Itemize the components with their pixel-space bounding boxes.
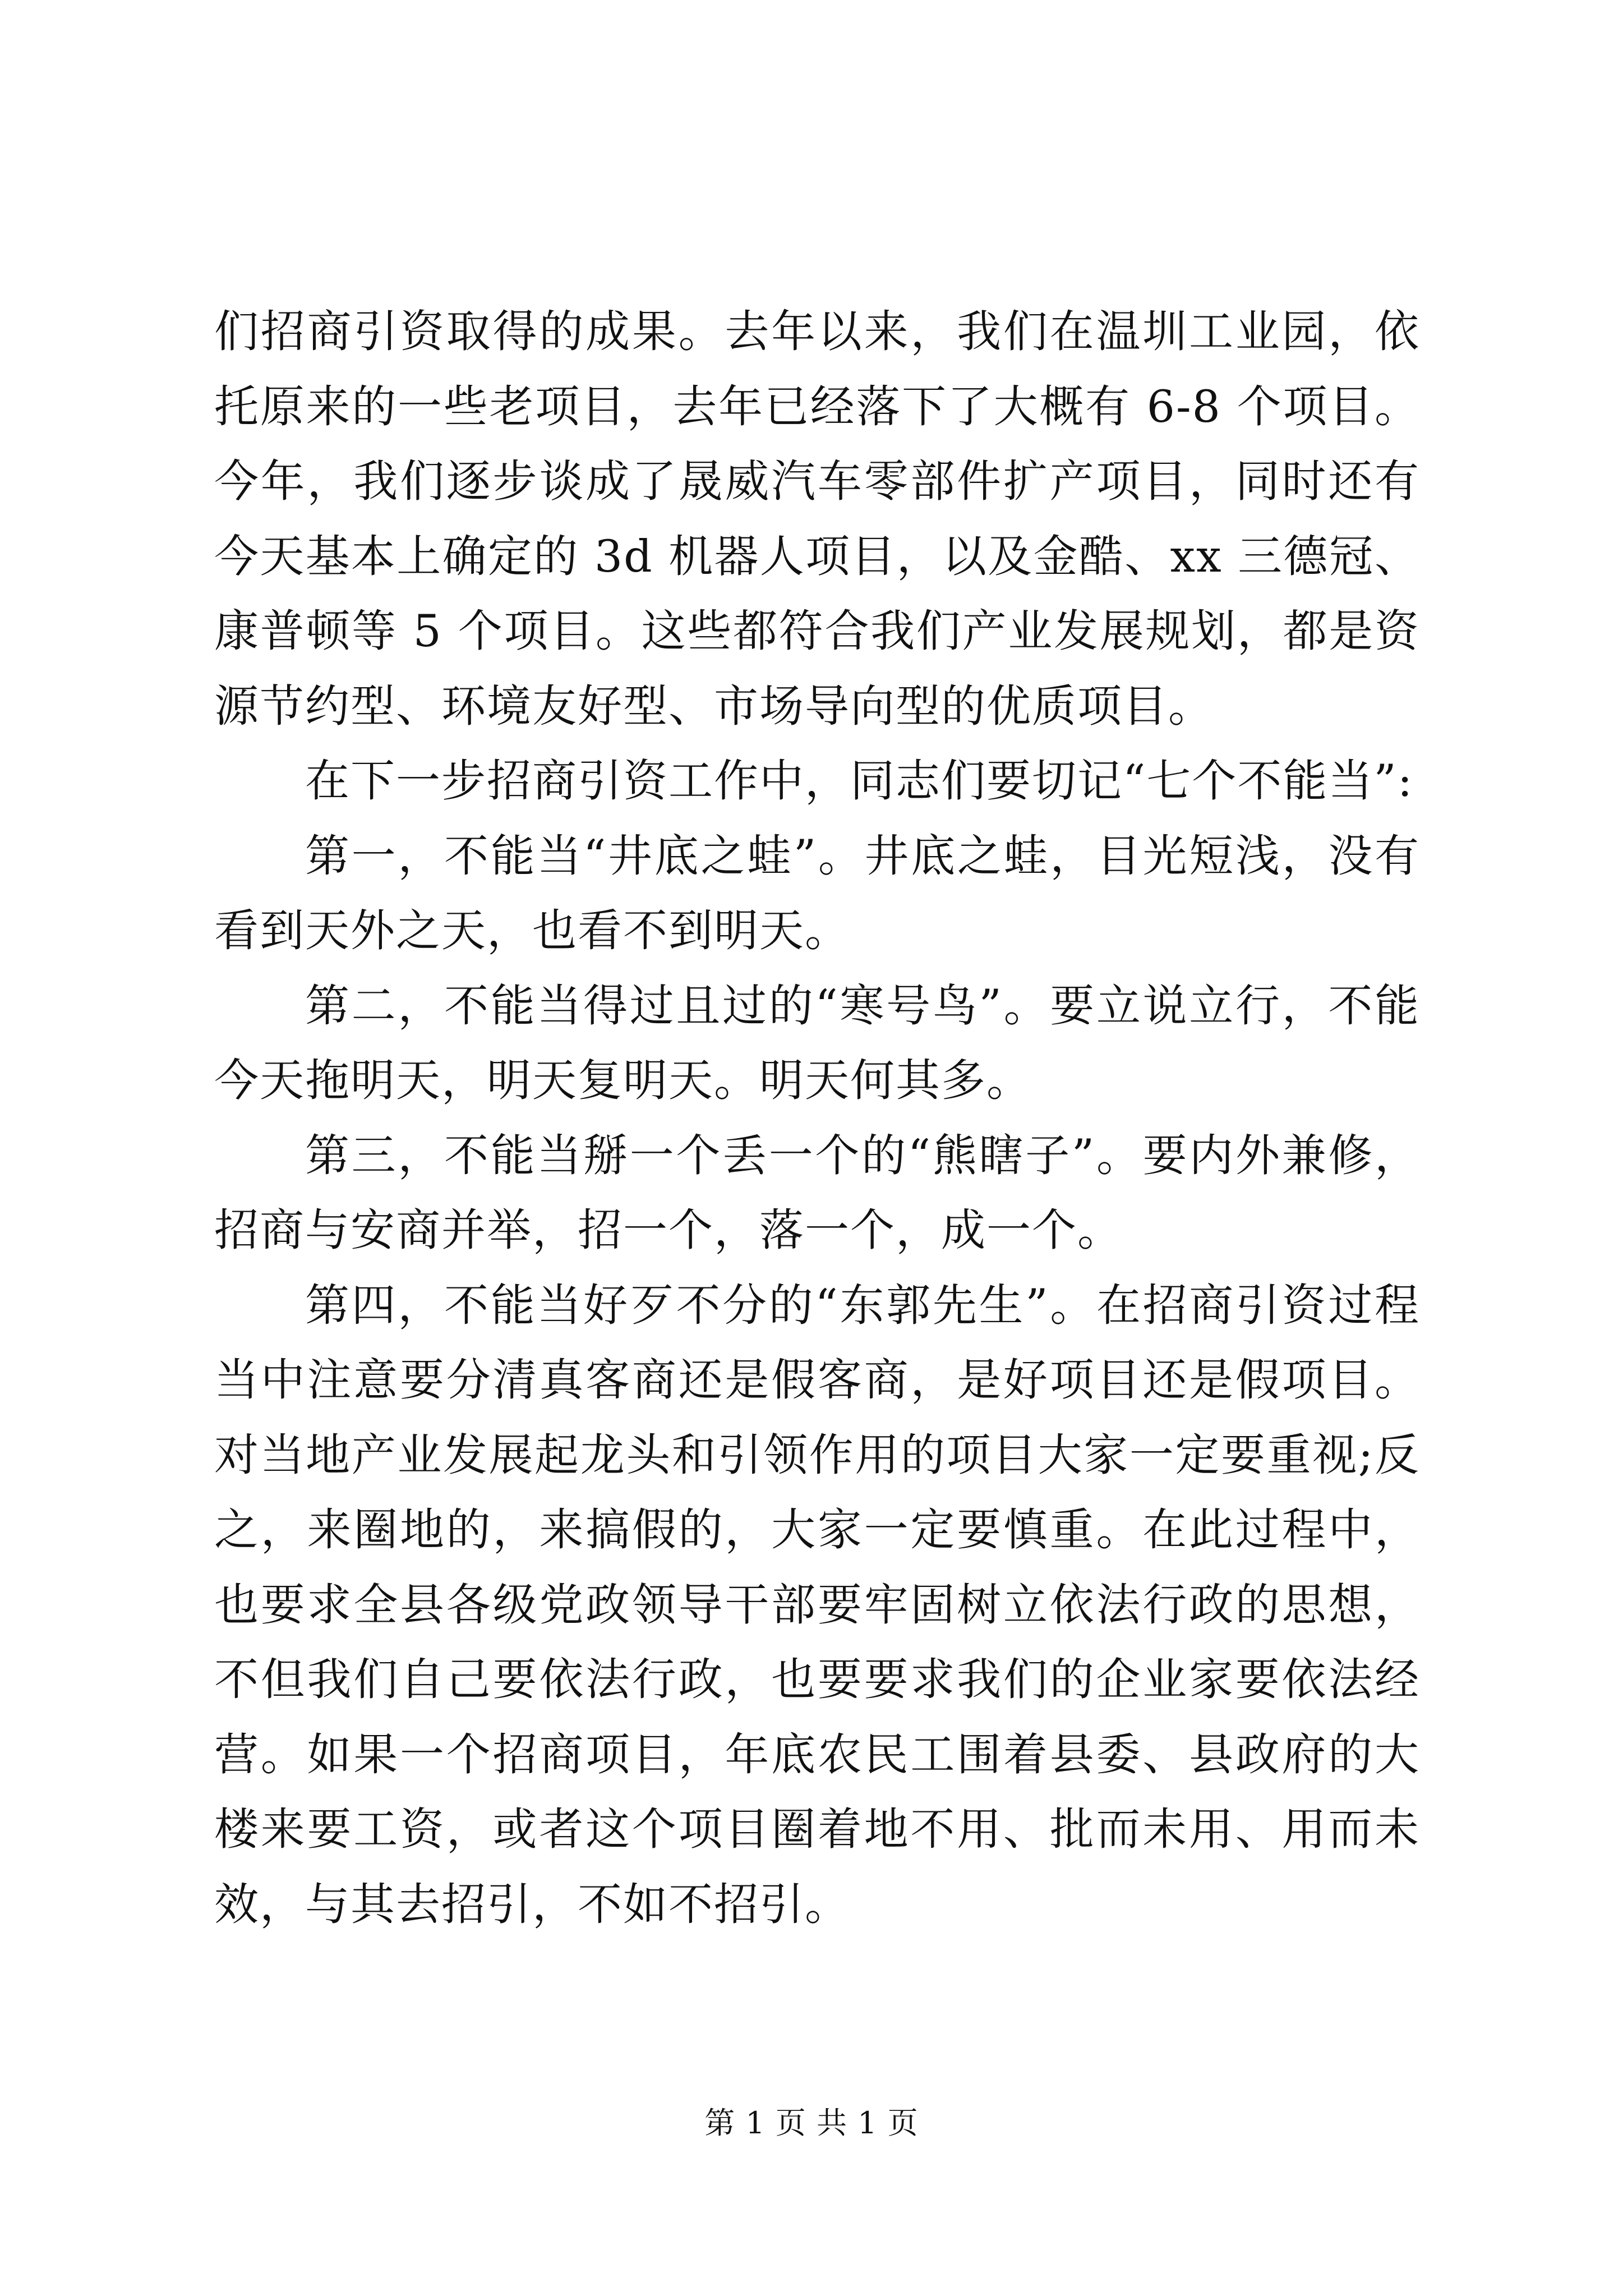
paragraph-rule-four: 第四，不能当好歹不分的“东郭先生”。在招商引资过程当中注意要分清真客商还是假客商，是好项目还是假项目。对当地产业发展起龙头和引领作用的项目大家一定要重视;反之，来圈地的，来搞假的，大家一定要慎重。在此过程中，也要求全县各级党政领导干部要牢固树立依法行政的思想，不但我们自己要依法行政，也要要求我们的企业家要依法经营。如果一个招商项目，年底农民工围着县委、县政府的大楼来要工资，或者这个项目圈着地不用、批而未用、用而未效，与其去招引，不如不招引。 (214, 1279, 1420, 1930)
paragraph-rule-three: 第三，不能当掰一个丢一个的“熊瞎子”。要内外兼修，招商与安商并举，招一个，落一个，成一个。 (214, 1129, 1420, 1256)
paragraph-continuation: 们招商引资取得的成果。去年以来，我们在温圳工业园，依托原来的一些老项目，去年已经落下了大概有 6-8 个项目。今年，我们逐步谈成了晟威汽车零部件扩产项目，同时还有今天基本上确定的 3d 机器人项目，以及金酷、xx 三德冠、康普顿等 5 个项目。这些都符合我们产业发展规划，都是资源节约型、环境友好型、市场导向型的优质项目。 (214, 306, 1420, 732)
document-body (214, 295, 1420, 1942)
paragraph-rule-one: 第一，不能当“井底之蛙”。井底之蛙，目光短浅，没有看到天外之天，也看不到明天。 (214, 830, 1420, 956)
paragraph-intro-seven-rules: 在下一步招商引资工作中，同志们要切记“七个不能当”: (305, 755, 1414, 807)
page-footer: 第 1 页 共 1 页 (704, 2105, 919, 2141)
paragraph-rule-two: 第二，不能当得过且过的“寒号鸟”。要立说立行，不能今天拖明天，明天复明天。明天何其多。 (214, 979, 1420, 1106)
